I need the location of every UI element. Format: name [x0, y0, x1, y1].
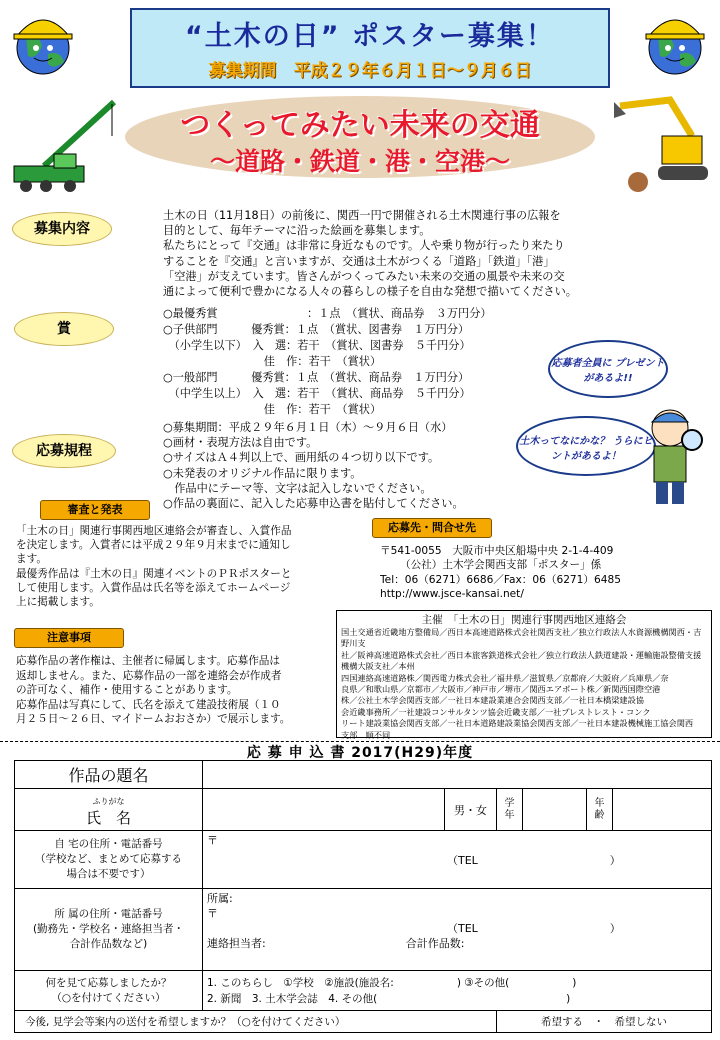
notes-line: の許可なく、補作・使用することがあります。: [16, 684, 238, 697]
rules-line: ○サイズはＡ４判以上で、画用紙の４つ切り以下です。: [163, 451, 440, 465]
gender-select[interactable]: 男・女: [445, 789, 497, 831]
contact-phone: Tel：06（6271）6686／Fax：06（6271）6485: [380, 573, 621, 586]
organizer-line: 四国連絡高速道路株／関西電力株式会社／福井県／滋賀県／京都府／大阪府／兵庫県／奈: [341, 672, 669, 683]
judging-line: を決定します。入賞者には平成２９年９月末までに通知し: [16, 539, 291, 552]
judging-line: 最優秀作品は『土木の日』関連イベントのＰＲポスターと: [16, 567, 292, 580]
organizer-box: [336, 610, 712, 738]
organizer-line: 社／阪神高速道路株式会社／西日本旅客鉄道株式会社／独立行政法人鉄道建設・運輸施設整備支援機構大阪支社／本州: [341, 649, 702, 672]
age-text: 年齢: [594, 797, 605, 821]
home-label-line: 自 宅の住所・電話番号: [54, 838, 163, 850]
grade-text: 学年: [504, 797, 515, 821]
contact-url[interactable]: http://www.jsce-kansai.net/: [380, 588, 524, 601]
content-line: 通によって便利で豊かになる人々の暮らしの様子を自由な発想で描いてください。: [163, 285, 577, 299]
organizer-line: 支部 順不同: [341, 729, 391, 740]
header-banner: [130, 8, 610, 88]
organizer-line: 良県／和歌山県／京都市／大阪市／神戸市／堺市／関西エアポート株／新関西国際空港: [341, 684, 661, 695]
main-title: つくってみたい未来の交通: [180, 108, 540, 143]
judging-line: 上に掲載します。: [16, 596, 100, 609]
notes-line: 応募作品は写真にして、氏名を添えて建設技術展（１０: [16, 698, 281, 711]
how-label-line: （○を付けてください）: [51, 991, 166, 1004]
total-works-label: 合計作品数:: [405, 937, 465, 950]
prize-line: 佳 作：若干 （賞状）: [163, 355, 382, 368]
prize-text: [163, 306, 563, 418]
contact-person-label: 連絡担当者:: [207, 937, 266, 950]
affil-label: [15, 889, 203, 971]
application-form: [14, 760, 712, 1033]
present-bubble: 応募者全員に プレゼントがあるよ!!: [548, 340, 668, 398]
crane-truck-icon: [4, 96, 124, 196]
prize-line: ○一般部門 優秀賞：１点 （賞状、商品券 １万円分）: [163, 371, 470, 384]
name-label: 氏 名: [85, 808, 131, 827]
label-contact: 応募先・問合せ先: [372, 518, 492, 538]
how-options-2: 2. 新聞 3. 土木学会誌 4. その他( ): [207, 992, 571, 1005]
prize-line: ○子供部門 優秀賞：１点 （賞状、図書券 １万円分）: [163, 323, 470, 336]
content-line: 「空港」が支えています。皆さんがつくってみたい未来の交通の風景や未来の交: [163, 269, 565, 283]
prize-line: 佳 作：若干 （賞状）: [163, 403, 382, 416]
furigana-label: ふりがな: [92, 796, 125, 806]
rules-text: [163, 420, 553, 511]
rules-line: ○未発表のオリジナル作品に限ります。: [163, 466, 362, 480]
grade-label: [497, 789, 523, 831]
home-label-line: 場合は不要です）: [66, 868, 151, 880]
affil-postal: 〒: [207, 907, 218, 920]
age-label: [587, 789, 613, 831]
home-postal: 〒: [207, 834, 218, 847]
sub-title: ～道路・鉄道・港・空港～: [209, 147, 510, 176]
label-content: 募集内容: [12, 212, 112, 246]
label-notes: 注意事項: [14, 628, 124, 648]
label-prize: 賞: [14, 312, 114, 346]
label-judging: 審査と発表: [40, 500, 150, 520]
contact-text: [380, 544, 700, 602]
kid-magnifier-icon: [630, 400, 710, 510]
affil-contact-row: [207, 936, 707, 951]
affil-tel: （TEL ）: [447, 922, 621, 935]
home-tel: （TEL ）: [447, 854, 621, 867]
rules-line: ○画材・表現方法は自由です。: [163, 436, 318, 450]
banner-title: “土木の日” ポスター募集！: [185, 21, 555, 52]
rules-line: ○作品の裏面に、記入した応募申込書を貼付してください。: [163, 497, 464, 511]
hint-bubble: 土木ってなにかな？ うらにヒントがあるよ！: [516, 416, 656, 476]
home-label: [15, 831, 203, 889]
judging-text: [16, 524, 346, 609]
prize-line: （中学生以上） 入 選：若干 （賞状、商品券 ５千円分）: [163, 387, 471, 400]
content-line: 目的として、毎年テーマに沿った絵画を募集します。: [163, 224, 431, 238]
how-options-1: 1. このちらし ①学校 ②施設(施設名: ) ③その他( ): [207, 976, 577, 989]
judging-line: ます。: [16, 553, 47, 566]
judging-line: して使用します。入賞作品は氏名等を添えてホームページ: [16, 581, 291, 594]
name-label-cell: [15, 789, 203, 831]
notes-line: 返却しません。また、応募作品の一部を連絡会が作成者: [16, 669, 282, 682]
globe-mascot-right-icon: [640, 6, 710, 86]
form-heading: 応 募 申 込 書 2017(H29)年度: [246, 745, 474, 761]
notes-line: 応募作品の著作権は、主催者に帰属します。応募作品は: [16, 655, 280, 667]
organizer-title: 主催 「土木の日」関連行事関西地区連絡会: [421, 614, 627, 626]
grade-input[interactable]: [523, 789, 587, 831]
content-line: 私たちにとって『交通』は非常に身近なものです。人や乗り物が行ったり来たり: [163, 239, 565, 253]
organizer-line: 国土交通省近畿地方整備局／西日本高速道路株式会社関西支社／独立行政法人水資源機構関西・吉野川支: [341, 627, 702, 649]
prize-line: ○最優秀賞 ：１点 （賞状、商品券 ３万円分）: [163, 307, 492, 320]
content-text: [163, 208, 703, 299]
notes-text: [16, 654, 332, 727]
title-label: 作品の題名: [15, 761, 203, 789]
affil-label-line: (勤務先・学校名・連絡担当者・: [32, 923, 185, 935]
guide-question: 今後, 見学会等案内の送付を希望しますか？（○を付けてください）: [15, 1011, 497, 1033]
how-label: [15, 971, 203, 1011]
affil-field: 所属:: [207, 892, 233, 905]
contact-org: （公社）土木学会関西支部「ポスター」係: [400, 559, 602, 572]
organizer-line: 会近畿事務所／一社建設コンサルタンツ協会近畿支部／一社プレストレスト・コンク: [341, 706, 651, 717]
label-rules: 応募規程: [12, 434, 116, 468]
notes-line: 月２５日～２６日、マイドームおおさか）で展示します。: [16, 713, 291, 726]
content-line: することを『交通』と言いますが、交通は土木がつくる「道路」「鉄道」「港」: [163, 254, 555, 268]
affil-label-line: 合計作品数など): [69, 938, 148, 950]
home-address-input[interactable]: [203, 831, 712, 889]
judging-line: 「土木の日」関連行事関西地区連絡会が審査し、入賞作品: [16, 525, 292, 537]
contact-address: 〒541-0055 大阪市中央区船場中央 2-1-4-409: [380, 545, 614, 557]
affil-input[interactable]: [203, 889, 712, 971]
organizer-line: 株／公社土木学会関西支部／一社日本建設業連合会関西支部／一社日本橋梁建設協: [341, 695, 644, 706]
globe-mascot-left-icon: [8, 6, 78, 86]
rules-line: 作品中にテーマ等、文字は記入しないでください。: [163, 481, 432, 495]
prize-line: （小学生以下） 入 選：若干 （賞状、図書券 ５千円分）: [163, 339, 471, 352]
age-input[interactable]: [613, 789, 712, 831]
home-label-line: （学校など、まとめて応募する: [35, 853, 182, 865]
rules-line: ○募集期間：平成２９年６月１日（木）～９月６日（水）: [163, 421, 453, 434]
organizer-line: リート建設業協会関西支部／一社日本道路建設業協会関西支部／一社日本建設機械施工協会関西: [341, 718, 694, 729]
content-line: 土木の日（11月18日）の前後に、関西一円で開催される土木関連行事の広報を: [163, 209, 561, 222]
affil-label-line: 所 属の住所・電話番号: [54, 908, 163, 920]
guide-answer[interactable]: 希望する ・ 希望しない: [497, 1011, 712, 1033]
how-label-line: 何を見て応募しましたか？: [45, 976, 172, 989]
excavator-icon: [600, 96, 715, 196]
title-input[interactable]: [203, 761, 712, 789]
how-options[interactable]: [203, 971, 712, 1011]
name-input[interactable]: [203, 789, 445, 831]
banner-period: 募集期間 平成２９年６月１日～９月６日: [208, 61, 532, 81]
